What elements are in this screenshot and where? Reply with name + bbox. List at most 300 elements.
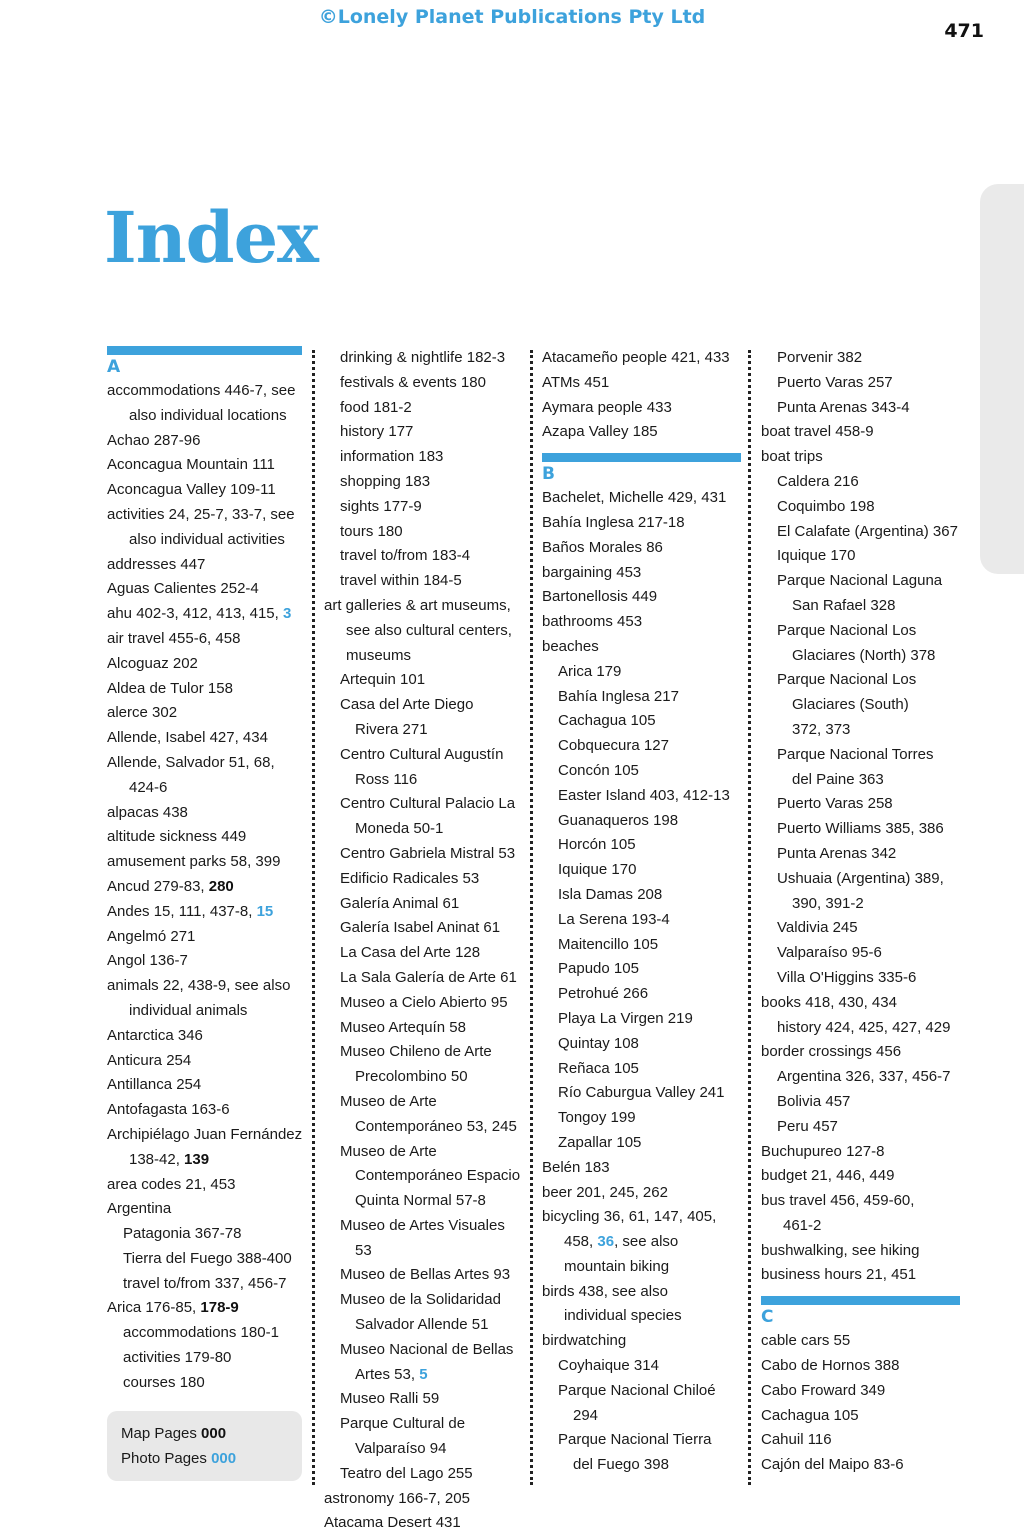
entry-text: Angol 136-7 [107,952,188,970]
index-entry [761,1453,961,1478]
entry-text: Valparaíso 94 [355,1440,447,1458]
entry-text: El Calafate (Argentina) 367 [777,522,958,540]
entry-text: information 183 [340,448,444,466]
entry-text: astronomy 166-7, 205 [324,1489,470,1507]
entry-text: beer 201, 245, 262 [542,1183,668,1201]
entry-text: mountain biking [564,1257,670,1275]
entry-text: Bahía Inglesa 217 [558,687,679,705]
index-subentry [107,1272,303,1297]
entry-text: Glaciares (South) [792,696,909,714]
index-subentry [107,1371,303,1396]
index-subentry [324,1412,526,1437]
index-entry [761,1239,961,1264]
entry-text: Teatro del Lago 255 [340,1464,473,1482]
index-subentry [542,957,742,982]
entry-text: Arica 176-85, [107,1299,201,1317]
index-entry-continuation [324,817,526,842]
entry-text: altitude sickness 449 [107,828,247,846]
entry-text: tours 180 [340,522,403,540]
entry-text: courses 180 [123,1373,205,1391]
index-subentry [324,396,526,421]
index-entry [542,1329,742,1354]
entry-text: 461-2 [783,1216,822,1234]
index-subentry [324,991,526,1016]
entry-text: Quintay 108 [558,1034,639,1052]
entry-text: 424-6 [129,778,168,796]
entry-text: Cahuil 116 [761,1431,832,1449]
entry-text: La Sala Galería de Arte 61 [340,968,517,986]
entry-text: 53 [355,1241,372,1259]
index-subentry [107,1247,303,1272]
index-entry-continuation [761,594,961,619]
index-subentry [542,1057,742,1082]
entry-text: San Rafael 328 [792,596,896,614]
index-subentry [324,867,526,892]
index-entry [761,1404,961,1429]
index-subentry [542,734,742,759]
index-entry [107,602,303,627]
entry-text: birds 438, see also [542,1282,668,1300]
index-entry [107,875,303,900]
index-entry-continuation [324,1239,526,1264]
index-subentry [761,941,961,966]
entry-text: Aguas Calientes 252-4 [107,580,259,598]
entry-text: Cachagua 105 [761,1406,859,1424]
section-letter: C [761,1307,774,1328]
entry-text: festivals & events 180 [340,373,486,391]
index-entry [107,1173,303,1198]
entry-text: Porvenir 382 [777,349,863,366]
legend-map-value: 000 [201,1425,227,1442]
index-subentry [542,1379,742,1404]
entry-text: Aconcagua Valley 109-11 [107,481,276,499]
entry-text: Parque Nacional Los [777,621,917,639]
entry-text: Puerto Varas 257 [777,373,893,391]
entry-text: Punta Arenas 342 [777,844,897,862]
entry-text: Contemporáneo 53, 245 [355,1117,517,1135]
entry-text: Papudo 105 [558,960,639,978]
entry-text: history 424, 425, 427, 429 [777,1018,951,1036]
map-page-ref: 280 [208,877,234,895]
entry-text: Ancud 279-83, [107,877,209,895]
entry-text: Centro Cultural Palacio La [340,795,516,813]
index-subentry [324,792,526,817]
index-subentry [761,619,961,644]
entry-text: Precolombino 50 [355,1068,468,1086]
index-subentry [542,1081,742,1106]
photo-page-ref: 36 [597,1233,615,1251]
page-legend [107,1411,302,1481]
index-entry [107,453,303,478]
entry-text: Playa La Virgen 219 [558,1009,693,1027]
index-entry [107,726,303,751]
index-subentry [324,1263,526,1288]
entry-text: Horcón 105 [558,836,636,854]
index-subentry [761,1090,961,1115]
entry-text: Easter Island 403, 412-13 [558,786,730,804]
section-letter: B [542,464,555,485]
entry-text: animals 22, 438-9, see also [107,977,291,995]
index-entry [107,577,303,602]
index-entry [107,379,303,404]
photo-page-ref: 5 [419,1365,428,1383]
index-entry-continuation [324,1437,526,1462]
entry-text: Arica 179 [558,662,622,680]
entry-text: Galería Isabel Aninat 61 [340,919,501,937]
entry-text: Contemporáneo Espacio [355,1167,521,1185]
entry-text: Ross 116 [355,770,418,788]
entry-text: Achao 287-96 [107,431,201,449]
entry-text-after: , see also [614,1233,679,1251]
column-divider [748,350,751,1485]
index-entry [324,1511,526,1536]
index-entry [761,1189,961,1214]
entry-text: books 418, 430, 434 [761,993,897,1011]
index-subentry [542,1354,742,1379]
index-subentry [761,346,961,371]
entry-text: Rivera 271 [355,720,428,738]
entry-text: Tierra del Fuego 388-400 [123,1249,292,1267]
index-entry [542,536,742,561]
index-entry [542,561,742,586]
index-entry [107,627,303,652]
index-entry-continuation [107,999,303,1024]
entry-text: boat travel 458-9 [761,423,874,441]
entry-text: 294 [573,1406,599,1424]
entry-text: travel within 184-5 [340,572,462,590]
index-entry [107,974,303,999]
entry-text: Antarctica 346 [107,1026,203,1044]
index-entry-continuation [542,1255,742,1280]
entry-text: sights 177-9 [340,497,422,515]
section-bar [107,346,302,355]
index-subentry [761,569,961,594]
entry-text: Cabo Froward 349 [761,1381,886,1399]
entry-text: Caldera 216 [777,472,859,490]
index-entry [107,429,303,454]
entry-text: Casa del Arte Diego [340,696,474,714]
index-entry [542,1280,742,1305]
entry-text: Andes 15, 111, 437-8, [107,902,257,920]
entry-text: Ushuaia (Argentina) 389, [777,869,944,887]
entry-text: see also cultural centers, [346,621,512,639]
index-subentry [542,883,742,908]
entry-text: Atacameño people 421, 433 [542,349,730,366]
entry-text: alpacas 438 [107,803,188,821]
entry-text: Quinta Normal 57-8 [355,1192,486,1210]
entry-text: Centro Cultural Augustín [340,745,504,763]
index-entry [542,396,742,421]
index-entry [107,1049,303,1074]
entry-text: accommodations 180-1 [123,1324,279,1342]
entry-text: Río Caburgua Valley 241 [558,1084,725,1102]
entry-text: Coquimbo 198 [777,497,875,515]
index-entry [761,1379,961,1404]
index-entry [107,1123,303,1148]
entry-text: Aconcagua Mountain 111 [107,456,275,474]
index-subentry [761,966,961,991]
entry-text: area codes 21, 453 [107,1175,236,1193]
index-subentry [324,1140,526,1165]
index-subentry [761,867,961,892]
index-entry-continuation [761,892,961,917]
map-page-ref: 178-9 [200,1299,239,1317]
index-column-1 [107,346,303,1396]
entry-text: individual species [564,1307,682,1325]
index-subentry [761,842,961,867]
index-entry [761,1164,961,1189]
entry-text: Parque Nacional Chiloé [558,1381,716,1399]
map-page-ref: 139 [184,1150,210,1168]
legend-photo-value: 000 [211,1450,237,1467]
entry-text: Antillanca 254 [107,1076,202,1094]
index-entry-continuation [542,1453,742,1478]
entry-text: Museo Artequín 58 [340,1018,466,1036]
index-entry-continuation [761,768,961,793]
legend-photo-pages [121,1446,288,1471]
index-subentry [324,445,526,470]
entry-text: Isla Damas 208 [558,885,663,903]
index-entry [107,503,303,528]
index-entry [107,850,303,875]
entry-text: Cajón del Maipo 83-6 [761,1456,904,1474]
entry-text: del Fuego 398 [573,1456,669,1474]
entry-text: shopping 183 [340,472,431,490]
index-entry [107,652,303,677]
index-entry-continuation [324,1363,526,1388]
page-number: 471 [944,20,984,42]
index-subentry [542,809,742,834]
entry-text: 390, 391-2 [792,894,864,912]
entry-text: food 181-2 [340,398,412,416]
entry-text: bicycling 36, 61, 147, 405, [542,1208,717,1226]
entry-text: Galería Animal 61 [340,894,460,912]
index-entry [107,701,303,726]
index-subentry [324,966,526,991]
index-entry [107,900,303,925]
entry-text: Antofagasta 163-6 [107,1101,230,1119]
entry-text: air travel 455-6, 458 [107,629,241,647]
entry-text: Bahía Inglesa 217-18 [542,513,685,531]
column-divider [312,350,315,1485]
index-subentry [542,1007,742,1032]
index-subentry [324,892,526,917]
index-subentry [542,1106,742,1131]
index-entry [107,925,303,950]
index-entry [107,677,303,702]
index-entry [542,420,742,445]
entry-text: Concón 105 [558,761,639,779]
entry-text: Guanaqueros 198 [558,811,679,829]
entry-text: art galleries & art museums, [324,596,511,614]
index-subentry [761,1016,961,1041]
entry-text: bargaining 453 [542,563,642,581]
letter-section-header [761,1296,961,1329]
entry-text: drinking & nightlife 182-3 [340,349,506,366]
entry-text: ahu 402-3, 412, 413, 415, [107,605,283,623]
entry-text: Museo Ralli 59 [340,1390,440,1408]
index-entry-continuation [107,528,303,553]
entry-text: individual animals [129,1001,248,1019]
photo-page-ref: 3 [282,605,292,623]
index-subentry [324,1090,526,1115]
index-subentry [324,1462,526,1487]
index-entry [761,1040,961,1065]
entry-text: Iquique 170 [777,547,856,565]
index-entry [761,1140,961,1165]
entry-text: Artequin 101 [340,671,426,689]
index-entry-continuation [107,776,303,801]
index-subentry [324,495,526,520]
entry-text: Bartonellosis 449 [542,588,658,606]
index-entry-continuation [324,1115,526,1140]
index-subentry [761,495,961,520]
entry-text: Reñaca 105 [558,1059,639,1077]
index-entry-continuation [324,1189,526,1214]
entry-text: Salvador Allende 51 [355,1316,489,1334]
index-subentry [542,858,742,883]
entry-text: border crossings 456 [761,1043,902,1061]
entry-text: amusement parks 58, 399 [107,853,281,871]
index-subentry [761,371,961,396]
index-entry-continuation [761,1214,961,1239]
entry-text: also individual locations [129,406,287,424]
index-subentry [107,1346,303,1371]
index-subentry [324,916,526,941]
index-subentry [542,709,742,734]
index-entry [542,635,742,660]
entry-text: beaches [542,637,599,655]
entry-text: Angelmó 271 [107,927,196,945]
index-entry [761,420,961,445]
entry-text: Museo Nacional de Bellas [340,1340,514,1358]
entry-text: museums [346,646,412,664]
section-bar [761,1296,960,1305]
index-entry [107,1024,303,1049]
thumb-index-tab [980,184,1024,574]
index-subentry [324,1040,526,1065]
entry-text: Argentina 326, 337, 456-7 [777,1068,951,1086]
index-subentry [324,1387,526,1412]
index-entry-continuation [324,644,526,669]
index-entry [761,991,961,1016]
index-subentry [324,941,526,966]
section-bar [542,453,741,462]
index-entry [107,751,303,776]
legend-photo-label: Photo Pages [121,1450,212,1467]
index-entry [542,1205,742,1230]
entry-text: Glaciares (North) 378 [792,646,936,664]
entry-text: Iquique 170 [558,861,637,879]
entry-text: Allende, Isabel 427, 434 [107,729,268,747]
entry-text: Cachagua 105 [558,712,656,730]
index-subentry [542,833,742,858]
entry-text: Parque Nacional Tierra [558,1431,712,1449]
entry-text: Buchupureo 127-8 [761,1142,885,1160]
entry-text: Maitencillo 105 [558,935,659,953]
entry-text: budget 21, 446, 449 [761,1167,895,1185]
index-subentry [107,1222,303,1247]
letter-section-header [542,453,742,486]
index-entry [761,1263,961,1288]
index-entry [107,1098,303,1123]
section-letter: A [107,357,121,377]
entry-text: business hours 21, 451 [761,1266,917,1284]
index-subentry [324,1214,526,1239]
index-entry-continuation [542,1404,742,1429]
index-entry [542,1181,742,1206]
entry-text: Patagonia 367-78 [123,1225,242,1243]
entry-text: Valparaíso 95-6 [777,944,882,962]
index-entry [107,825,303,850]
index-entry [542,486,742,511]
entry-text: alerce 302 [107,704,178,722]
entry-text: Baños Morales 86 [542,538,663,556]
index-entry [107,801,303,826]
index-subentry [761,916,961,941]
index-subentry [324,420,526,445]
entry-text: Coyhaique 314 [558,1357,659,1375]
index-entry-continuation [542,1304,742,1329]
index-subentry [542,759,742,784]
entry-text: Punta Arenas 343-4 [777,398,910,416]
index-entry-continuation [107,1148,303,1173]
entry-text: ATMs 451 [542,373,610,391]
column-divider [530,350,533,1485]
page-title: Index [104,196,318,279]
index-entry-continuation [324,768,526,793]
entry-text: Parque Nacional Torres [777,745,934,763]
index-entry-continuation [324,1313,526,1338]
entry-text: Puerto Varas 258 [777,795,893,813]
entry-text: Aymara people 433 [542,398,672,416]
entry-text: Parque Nacional Laguna [777,572,943,590]
entry-text: cable cars 55 [761,1332,851,1350]
entry-text: Moneda 50-1 [355,820,444,838]
index-entry-continuation [324,718,526,743]
entry-text: Museo a Cielo Abierto 95 [340,993,508,1011]
entry-text: Zapallar 105 [558,1133,642,1151]
letter-section-header [107,346,303,379]
index-subentry [324,346,526,371]
entry-text: 372, 373 [792,720,851,738]
entry-text: boat trips [761,448,823,466]
entry-text: Artes 53, [355,1365,420,1383]
entry-text: Azapa Valley 185 [542,423,658,441]
index-entry [542,610,742,635]
index-entry-continuation [761,693,961,718]
index-entry-continuation [542,1230,742,1255]
entry-text: Cabo de Hornos 388 [761,1357,900,1375]
index-entry [324,1487,526,1512]
entry-text: accommodations 446-7, see [107,382,296,399]
entry-text: Atacama Desert 431 [324,1514,461,1532]
entry-text: Tongoy 199 [558,1109,636,1127]
index-subentry [324,544,526,569]
entry-text: travel to/from 337, 456-7 [123,1274,287,1292]
index-subentry [542,982,742,1007]
index-column-2 [324,346,526,1536]
index-subentry [542,660,742,685]
index-entry [324,594,526,619]
index-entry [107,949,303,974]
entry-text: Museo de Bellas Artes 93 [340,1266,511,1284]
entry-text: 458, [564,1233,598,1251]
index-subentry [324,371,526,396]
index-subentry [761,792,961,817]
entry-text: Petrohué 266 [558,985,649,1003]
index-entry [107,1197,303,1222]
